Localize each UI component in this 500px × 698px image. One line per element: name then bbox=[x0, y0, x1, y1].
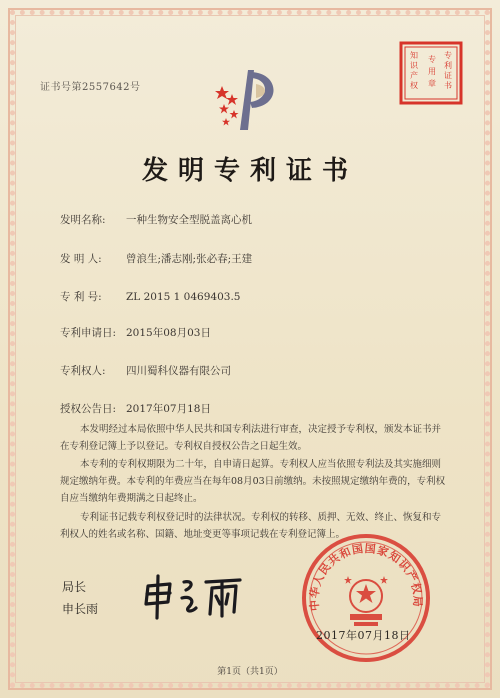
patentee-label: 专利权人: bbox=[60, 365, 106, 377]
svg-text:用: 用 bbox=[428, 67, 436, 76]
patent-number-label: 专 利 号: bbox=[60, 291, 102, 303]
svg-text:专: 专 bbox=[444, 51, 452, 60]
filing-date-label: 专利申请日: bbox=[60, 327, 117, 339]
patentee-row bbox=[60, 363, 231, 378]
svg-text:证: 证 bbox=[444, 71, 452, 80]
certificate-number: 证书号第2557642号 bbox=[40, 82, 141, 93]
page-footer: 第1页（共1页） bbox=[217, 667, 283, 677]
invention-name-row bbox=[60, 212, 252, 227]
inventors-row bbox=[60, 251, 252, 266]
inventors-value: 曾浪生;潘志刚;张必春;王建 bbox=[126, 253, 253, 265]
director-name: 申长雨 bbox=[62, 602, 99, 616]
inventors-label: 发 明 人: bbox=[60, 253, 102, 265]
director-title: 局长 bbox=[62, 580, 87, 594]
svg-text:专: 专 bbox=[428, 55, 436, 64]
grant-date-label: 授权公告日: bbox=[60, 403, 117, 415]
svg-text:识: 识 bbox=[410, 61, 418, 70]
seal-text: 中华人民共和国国家知识产权局 bbox=[307, 541, 425, 612]
patentee-value: 四川蜀科仪器有限公司 bbox=[126, 365, 231, 377]
paragraph-grant-notice: 本发明经过本局依照中华人民共和国专利法进行审查，决定授予专利权，颁发本证书并在专利登记簿上予以登记。专利权自授权公告之日起生效。 bbox=[60, 424, 442, 452]
filing-date-row bbox=[60, 325, 211, 340]
invention-name-value: 一种生物安全型脱盖离心机 bbox=[126, 214, 252, 226]
grant-date-value: 2017年07月18日 bbox=[126, 403, 211, 415]
grant-date-row bbox=[60, 401, 211, 416]
patent-seal-stamp bbox=[398, 40, 464, 106]
svg-text:章: 章 bbox=[428, 79, 436, 88]
issue-date: 2017年07月18日 bbox=[316, 629, 411, 642]
paragraph-legal-status: 专利证书记载专利权登记时的法律状况。专利权的转移、质押、无效、终止、恢复和专利权人的姓名或名称、国籍、地址变更等事项记载在专利登记簿上。 bbox=[60, 512, 442, 540]
svg-text:知: 知 bbox=[410, 51, 418, 60]
certificate-title: 发明专利证书 bbox=[141, 156, 358, 186]
director-signature bbox=[140, 572, 260, 622]
patent-number-value: ZL 2015 1 0469403.5 bbox=[126, 291, 241, 303]
filing-date-value: 2015年08月03日 bbox=[126, 327, 211, 339]
sipo-logo-icon bbox=[210, 58, 290, 138]
svg-text:产: 产 bbox=[410, 71, 418, 80]
patent-number-row bbox=[60, 289, 240, 304]
svg-text:书: 书 bbox=[444, 81, 452, 90]
svg-text:利: 利 bbox=[444, 61, 452, 70]
invention-name-label: 发明名称: bbox=[60, 214, 106, 226]
official-round-seal bbox=[296, 528, 436, 668]
svg-text:权: 权 bbox=[410, 81, 418, 90]
paragraph-fee-notice: 本专利的专利权期限为二十年，自申请日起算。专利权人应当依照专利法及其实施细则规定缴纳年费。本专利的年费应当在每年08月03日前缴纳。未按照规定缴纳年费的，专利权自应当缴纳年费期满之日起终止。 bbox=[60, 459, 446, 504]
